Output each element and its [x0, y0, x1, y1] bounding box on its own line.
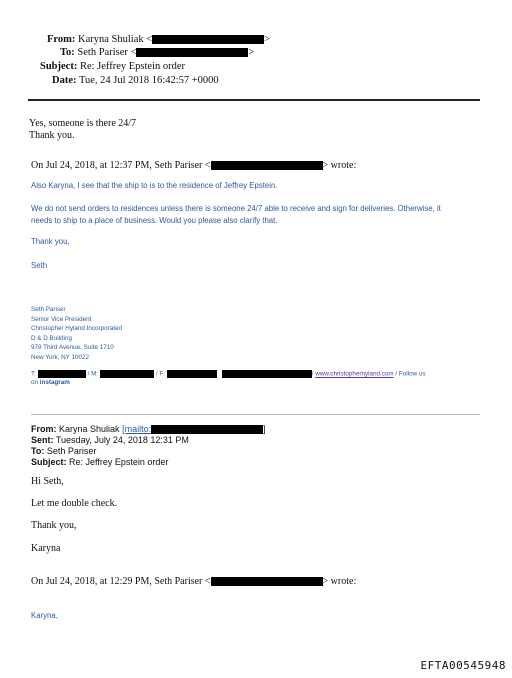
- forward-divider: [31, 414, 480, 415]
- signature-name: Seth Pariser: [31, 306, 66, 313]
- quote1-intro: [31, 160, 356, 171]
- header-from-row: [47, 34, 270, 45]
- redaction-box: [211, 577, 323, 586]
- redaction-box: [152, 35, 264, 44]
- signature-company: Christopher Hyland Incorporated: [31, 325, 123, 333]
- header-from-label: From:: [47, 34, 76, 45]
- redaction-box: [222, 370, 312, 378]
- forwarded-mailto-link[interactable]: [mailto:: [122, 424, 152, 434]
- signature-t-label: T:: [31, 370, 36, 378]
- forwarded-sent-label: Sent:: [31, 435, 54, 445]
- signature-building: D & D Building: [31, 334, 72, 342]
- forwarded-from-row: [31, 424, 266, 435]
- quote1-paragraph-2a: We do not send orders to residences unless there is someone 24/7 able to receive and sign for deliveries. Otherwise, it: [31, 204, 441, 213]
- forwarded-header: [31, 424, 266, 468]
- quote1-intro-end: > wrote:: [322, 160, 357, 171]
- quote1-intro-start: On Jul 24, 2018, at 12:37 PM, Seth Pariser <: [31, 160, 211, 171]
- signature-m-label: / M:: [87, 370, 99, 378]
- header-to-label: To:: [60, 47, 75, 58]
- header-from-value: Karyna Shuliak <: [78, 34, 153, 45]
- signature-title: Senior Vice President: [31, 315, 92, 323]
- signature-instagram-link[interactable]: instagram: [39, 379, 70, 386]
- forwarded-from-label: From:: [31, 424, 57, 434]
- signature-on: on: [31, 379, 39, 386]
- forwarded-subject-row: [31, 457, 266, 468]
- quote2-intro: [31, 576, 356, 587]
- forwarded-sent-value: Tuesday, July 24, 2018 12:31 PM: [55, 435, 189, 445]
- header-to-close: >: [248, 47, 255, 58]
- quote2-intro-start: On Jul 24, 2018, at 12:29 PM, Seth Pariser <: [31, 576, 211, 587]
- forwarded-subject-label: Subject:: [31, 457, 67, 467]
- forwarded-greeting: Hi Seth,: [31, 476, 64, 487]
- header-subject-label: Subject:: [40, 61, 78, 72]
- reply-body: [29, 118, 136, 142]
- reply-line-2: Thank you.: [29, 130, 75, 141]
- forwarded-name: Karyna: [31, 543, 61, 554]
- quote1-paragraph-2b: needs to ship to a place of business. Would you please also clarify that.: [31, 216, 278, 225]
- signature-website-link[interactable]: www.christopherhyland.com: [315, 370, 394, 378]
- header-date-value: Tue, 24 Jul 2018 16:42:57 +0000: [78, 75, 219, 86]
- header-date-row: [52, 75, 219, 86]
- forwarded-subject-value: Re: Jeffrey Epstein order: [69, 457, 169, 467]
- header-to-row: [60, 47, 254, 58]
- signature-block: [31, 305, 122, 363]
- redaction-box: [167, 370, 217, 378]
- signature-f-label: / F:: [155, 370, 166, 378]
- signature-social-row: [31, 379, 70, 386]
- forwarded-body: Let me double check.: [31, 498, 118, 509]
- signature-city: New York, NY 10022: [31, 353, 89, 361]
- reply-line-1: Yes, someone is there 24/7: [29, 118, 137, 129]
- header-subject-row: [40, 61, 185, 72]
- quote1-paragraph-1: Also Karyna, I see that the ship to is to the residence of Jeffrey Epstein.: [31, 181, 278, 190]
- forwarded-thanks: Thank you,: [31, 520, 77, 531]
- document-id: EFTA00545948: [420, 659, 506, 672]
- header-to-value: Seth Pariser <: [77, 47, 137, 58]
- quote1-paragraph-2: [31, 203, 441, 227]
- forwarded-sent-row: [31, 435, 266, 446]
- redaction-box: [151, 425, 263, 434]
- redaction-box: [100, 370, 154, 378]
- header-date-label: Date:: [52, 75, 77, 86]
- signature-separator: /: [311, 370, 314, 378]
- forwarded-to-row: [31, 446, 266, 457]
- header-divider: [28, 99, 480, 101]
- redaction-box: [211, 161, 323, 170]
- header-subject-value: Re: Jeffrey Epstein order: [79, 61, 186, 72]
- redaction-box: [38, 370, 86, 378]
- forwarded-to-value: Seth Pariser: [46, 446, 97, 456]
- signature-contact-row: [31, 370, 426, 378]
- redaction-box: [136, 48, 248, 57]
- signature-follow: / Follow us: [395, 370, 426, 378]
- header-from-close: >: [264, 34, 271, 45]
- forwarded-mailto-close: ]: [263, 424, 266, 434]
- quote1-name: Seth: [31, 261, 48, 270]
- signature-address: 979 Third Avenue, Suite 1710: [31, 344, 114, 352]
- quote2-salutation: Karyna,: [31, 611, 58, 620]
- forwarded-to-label: To:: [31, 446, 45, 456]
- quote2-intro-end: > wrote:: [322, 576, 357, 587]
- quote1-thanks: Thank you,: [31, 237, 70, 246]
- forwarded-from-value: Karyna Shuliak: [59, 424, 120, 434]
